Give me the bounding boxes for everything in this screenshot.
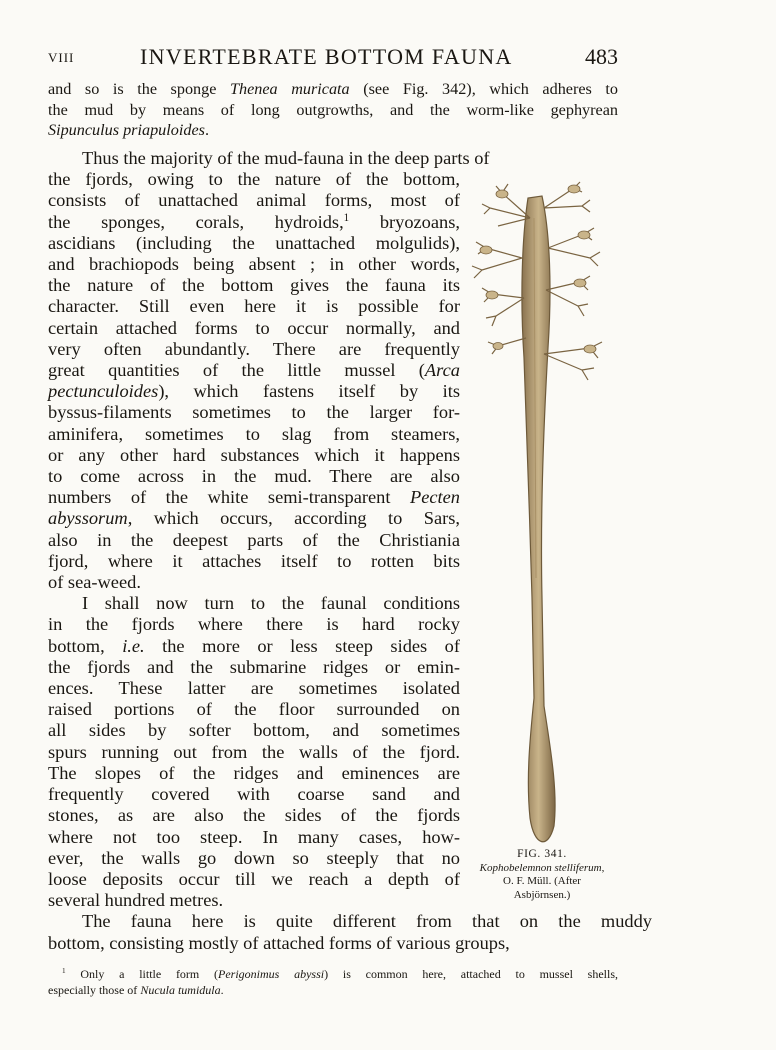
page-number: 483 [585, 44, 618, 69]
text-line: aminifera, sometimes to slag from steamers, [48, 423, 460, 444]
text-line: abyssorum, which occurs, according to Sars, [48, 508, 460, 529]
text-line: stones, as are also the sides of the fjords [48, 805, 460, 826]
text-line: I shall now turn to the faunal conditions [82, 593, 460, 614]
text-line: consists of unattached animal forms, most of [48, 190, 460, 211]
figure-credit-line-2: Asbjörnsen.) [513, 888, 571, 901]
text-line: spurs running out from the walls of the fjord. [48, 741, 460, 762]
figure-species-name: Kophobelemnon stelliferum, [479, 861, 605, 874]
text-line: very often abundantly. There are frequently [48, 338, 460, 359]
text-line: numbers of the white semi-transparent Pecten [48, 487, 460, 508]
paragraph-rocky-bottom [48, 593, 460, 911]
footnote-marker: 1 [62, 967, 66, 975]
figure-341-specimen-illustration [462, 178, 622, 858]
text-line: the fjords, owing to the nature of the bottom, [48, 169, 460, 190]
text-line: The slopes of the ridges and eminences are [48, 762, 460, 783]
text-line: of sea-weed. [48, 572, 141, 593]
text-line: also in the deepest parts of the Christiania [48, 529, 460, 550]
text-line: or any other hard substances which it happens [48, 444, 460, 465]
text-line: The fauna here is quite different from that on the muddy [82, 911, 652, 932]
figure-341-caption [462, 848, 622, 902]
text-line: raised portions of the floor surrounded on [48, 699, 460, 720]
running-title: INVERTEBRATE BOTTOM FAUNA [140, 44, 513, 69]
text-line: ever, the walls go down so steeply that no [48, 847, 460, 868]
text-line: Thus the majority of the mud-fauna in the deep parts of [82, 148, 490, 168]
text-line: fjord, where it attaches itself to rotten bits [48, 550, 460, 571]
text-line: and brachiopods being absent ; in other words, [48, 254, 460, 275]
text-line: loose deposits occur till we reach a depth of [48, 868, 460, 889]
text-line: ascidians (including the unattached molgulids), [48, 232, 460, 253]
figure-label: FIG. 341. [517, 848, 567, 860]
text-line: the sponges, corals, hydroids,$^1$ bryozoans, [48, 211, 460, 232]
text-line: to come across in the mud. There are also [48, 466, 460, 487]
text-line: bottom, consisting mostly of attached forms of various groups, [48, 932, 510, 953]
text-line: frequently covered with coarse sand and [48, 784, 460, 805]
text-line: great quantities of the little mussel (Arca [48, 360, 460, 381]
text-line: pectunculoides), which fastens itself by its [48, 381, 460, 402]
text-line: certain attached forms to occur normally, and [48, 317, 460, 338]
text-line: bottom, i.e. the more or less steep sides of [48, 635, 460, 656]
paragraph-hard-bottom-fauna [48, 911, 652, 953]
text-line: and so is the sponge Thenea muricata (see Fig. 342), which adheres to [48, 80, 618, 98]
chapter-number: VIII [48, 50, 75, 65]
running-header [48, 44, 618, 74]
text-line: byssus-filaments sometimes to the larger for- [48, 402, 460, 423]
text-line: several hundred metres. [48, 890, 224, 911]
text-line: the fjords and the submarine ridges or emin- [48, 656, 460, 677]
text-line: ences. These latter are sometimes isolated [48, 678, 460, 699]
text-line: in the fjords where there is hard rocky [48, 614, 460, 635]
specimen-stalk [522, 196, 555, 842]
paragraph-fjord-mud-fauna [48, 148, 490, 593]
lead-paragraph [48, 79, 618, 141]
figure-credit-line-1: O. F. Müll. (After [503, 875, 581, 887]
text-line: all sides by softer bottom, and sometimes [48, 720, 460, 741]
text-line: where not too steep. In many cases, how- [48, 826, 460, 847]
text-line: the mud by means of long outgrowths, and the worm-like gephyrean [48, 100, 618, 119]
text-line: Sipunculus priapuloides. [48, 121, 209, 139]
footnote [48, 966, 618, 998]
footnote-line-2: especially those of Nucula tumidula. [48, 983, 224, 997]
text-line: character. Still even here it is possible for [48, 296, 460, 317]
footnote-line-1: $^1$ Only a little form (Perigonimus abyssi) is common here, attached to mussel shells, [62, 967, 618, 981]
text-line: the nature of the bottom gives the fauna its [48, 275, 460, 296]
